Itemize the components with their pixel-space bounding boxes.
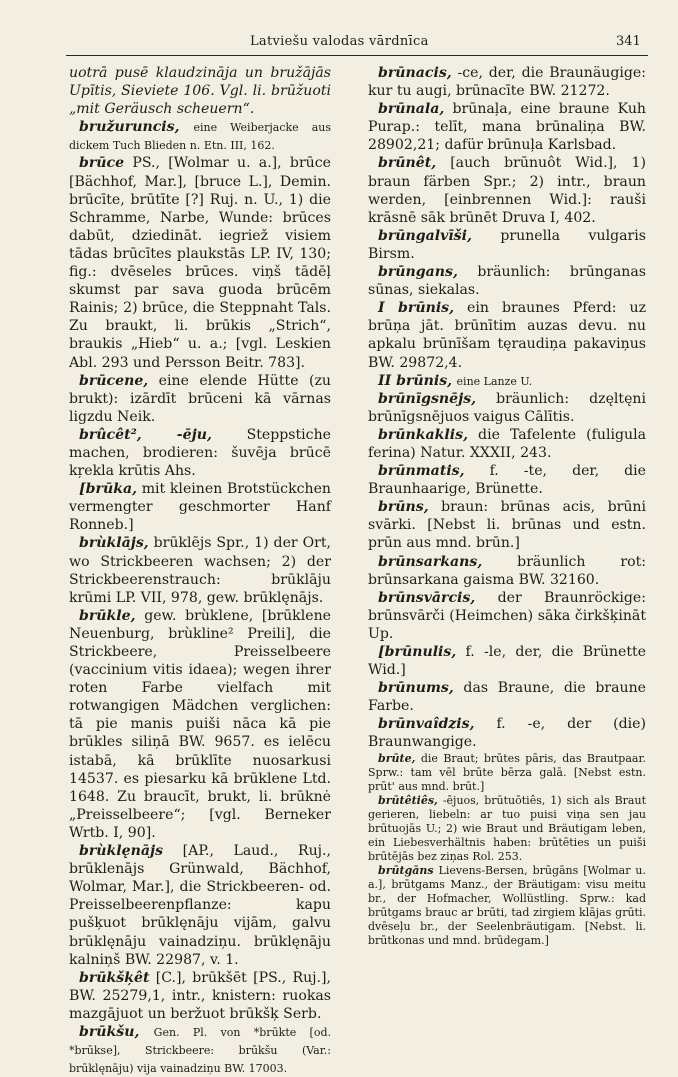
entry: [368, 643, 646, 679]
entry-text: [AP., Laud., Ruj., brūklenājs Grünwald, Bächhof, Wolmar, Mar.], die Strickbeeren- od. Preisselbeerenpflanze: kapu pušķuot brūklęnāju vijām, galvu brūklęnāju vainadziņu. brūklęnāju kalniņš BW. 22987, v. 1.: [69, 843, 331, 968]
entry-text: eine elende Hütte (zu brukt): izārdīt brūceni kā vārnas ligzdu Neik.: [69, 372, 331, 425]
headword: [brūnulis,: [378, 644, 457, 660]
entry: [368, 589, 646, 643]
page-number: 341: [616, 34, 641, 49]
entry: [368, 462, 646, 498]
entry: [368, 372, 646, 390]
entry: [69, 426, 331, 480]
entry: [368, 679, 646, 715]
entry-text: braun: brūnas acis, brūni svārki. [Nebst li. brūnas und estn. prūn aus mnd. brūn.]: [368, 499, 646, 552]
headword: brūkšķêt: [79, 969, 150, 986]
entry-text: uotrā pusē klaudzināja un bružājās Upītis, Sieviete 106. Vgl. li. brūžuoti „mit Geräusch scheuern“.: [69, 65, 331, 118]
entry-text: bräunlich: dzęltęni brūnīgsnējuos vaigus Cālītis.: [368, 390, 646, 425]
entry: [69, 480, 331, 534]
headword: brūngalvīši,: [378, 227, 472, 244]
headword: brūnkaklis,: [378, 426, 468, 443]
entry: [368, 227, 646, 263]
headword: brūnvaîdzis,: [378, 716, 475, 733]
headword: brūns,: [378, 499, 429, 516]
entry-text: Lievens-Bersen, brūgāns [Wolmar u. a.], brūtgams Manz., der Bräutigam: visu meitu br., der Hofmacher, Wollüstling. Sprw.: kad brūtgams brauc ar brūti, tad zirgiem klājas grūti. dvēseļu br., der Seelenbräutigam. [Nebst. li. brūtkonas und mnd. brūdegam.]: [368, 863, 646, 947]
entry: [69, 118, 331, 154]
headword: brūnmatis,: [378, 463, 465, 480]
entry-text: ein braunes Pferd: uz brūņa jāt. brūnītim auzas devu. nu apkalu brūnīšam tęraudiņa pakaviņus BW. 29872,4.: [368, 300, 646, 371]
headword: brūnala,: [378, 101, 445, 118]
header-rule: [66, 55, 648, 56]
entry: [69, 1023, 331, 1077]
headword: bružuruncis,: [79, 119, 180, 136]
entry-text: prunella vulgaris Birsm.: [368, 227, 646, 262]
headword: brūnums,: [378, 680, 454, 697]
entry: [368, 864, 646, 948]
headword: II brūnis,: [378, 372, 453, 389]
headword: brūnacis,: [378, 65, 452, 81]
entry-text: der Braunröckige: brūnsvārči (Heimchen) sāka čirkšķināt Up.: [368, 589, 646, 642]
entry: [368, 715, 646, 751]
headword: brūngans,: [378, 264, 458, 281]
entry-text: PS., [Wolmar u. a.], brūce [Bächhof, Mar.], [bruce L.], Demin. brūcīte, brūtīte [?] Ruj. n. U., 1) die Schramme, Narbe, Wunde: brūces dabūt, dziedināt. iegriež visiem tādas brūcītes plaukstās LP. IV, 130; fig.: dvēseles brūces. viņš tādēļ skumst par sava guoda brūcēm Rainis; 2) brūce, die Steppnaht Tals. Zu braukt, li. brūkis „Strich“, braukis „Hieb“ u. a.; [vgl. Leskien Abl. 293 und Persson Beitr. 783].: [69, 155, 331, 371]
entry: [69, 842, 331, 969]
headword: brūcene,: [79, 372, 149, 389]
headword: brūtêtiês,: [378, 793, 438, 807]
entry: [368, 299, 646, 371]
entry-text: Steppstiche machen, brodieren: šuvēja brūcē kr̦ekla krūtis Ahs.: [69, 426, 331, 480]
headword: brùklęnājs: [79, 843, 164, 860]
entry: [368, 498, 646, 552]
entry-text: bräunlich rot: brūnsarkana gaisma BW. 32160.: [368, 553, 647, 588]
right-column: [368, 64, 646, 948]
entry-text: -ce, der, die Braunäugige: kur tu augi, brūnacīte BW. 21272.: [368, 65, 646, 100]
entry: [69, 534, 331, 606]
headword: brūtgāns: [378, 863, 434, 877]
entry-text: die Tafelente (fuligula ferina) Natur. XXXII, 243.: [368, 426, 647, 461]
entry: [69, 64, 331, 118]
entry: [69, 372, 331, 426]
entry: [368, 752, 646, 794]
entry: [368, 553, 646, 589]
entry-text: f. -te, der, die Braunhaarige, Brünette.: [368, 463, 646, 498]
entry: [368, 263, 646, 299]
entry-text: brūnaļa, eine braune Kuh Purap.: telīt, mana brūnaliņa BW. 28902,21; dafür brūnuļa Karlsbad.: [368, 101, 646, 154]
page-header: [0, 34, 678, 52]
entry-text: mit kleinen Brotstückchen vermengter geschmorter Hanf Ronneb.]: [69, 481, 331, 534]
entry-text: Gen. Pl. von *brūkte [od. *brūkse], Strickbeere: brūkšu (Var.: brūklęnāju) vija vainadziņu BW. 17003.: [69, 1025, 331, 1076]
entry: [368, 154, 646, 226]
entry: [368, 390, 646, 426]
entry: [368, 426, 646, 462]
entry: [368, 100, 646, 154]
entry-text: das Braune, die braune Farbe.: [368, 680, 646, 715]
entry: [69, 154, 331, 371]
headword: brùklājs,: [79, 535, 149, 552]
entry-text: [C.], brūkšēt [PS., Ruj.], BW. 25279,1, intr., knistern: ruokas mazgājuot un beržuot brūkšķ Serb.: [69, 969, 331, 1022]
headword: brūkle,: [79, 607, 136, 624]
entry-text: [auch brūnuôt Wid.], 1) braun färben Spr.; 2) intr., braun werden, [einbrennen Wid.]: rauši krāsnē sāk brūnēt Druva I, 402.: [368, 155, 646, 226]
entry-text: -ējuos, brūtuōtiês, 1) sich als Braut gerieren, liebeln: ar tuo puisi viņa sen jau brūtuojās U.; 2) wie Braut und Bräutigam leben, ein Liebesverhältnis haben: brūtēties un puiši brūtējās bez ziņas Rol. 253.: [368, 793, 646, 863]
entry-text: eine Lanze U.: [456, 374, 533, 388]
headword: brūce: [79, 155, 125, 172]
headword: brūnsvārcis,: [378, 589, 476, 606]
entry-text: die Braut; brūtes pāris, das Brautpaar. Sprw.: tam vēl brūte bērza galā. [Nebst estn. prūt' aus mnd. brūt.]: [368, 751, 646, 793]
headword: brūte,: [378, 751, 416, 765]
headword: I brūnis,: [378, 300, 455, 317]
entry-text: f. -e, der (die) Braunwangige.: [368, 716, 646, 751]
headword: [brūka,: [79, 481, 137, 498]
headword: brūnsarkans,: [378, 553, 483, 570]
entry-text: bräunlich: brūnganas sūnas, siekalas.: [368, 264, 646, 299]
entry: [368, 794, 646, 864]
entry: [368, 64, 646, 100]
left-column: [69, 64, 331, 1077]
entry-text: gew. brùklene, [brūklene Neuenburg, brùkline² Preili], die Strickbeere, Preisselbeere (vaccinium vitis idaea); wegen ihrer roten Farbe vielfach mit rotwangigen Mädchen verglichen: tā pie manis puiši nāca kā pie brūkles siliņā BW. 9657. es ielēcu istabā, kā brūklīte nuosarkusi 14537. es piesarku kā brūklene Ltd. 1648. Zu braucīt, brukt, li. brūknė „Preisselbeere“; [vgl. Berneker Wrtb. I, 90].: [69, 607, 331, 841]
headword: brūnêt,: [378, 155, 437, 172]
headword: brûcêt², -ēju,: [79, 426, 212, 443]
entry-text: f. -le, der, die Brünette Wid.]: [368, 644, 646, 679]
running-title: Latviešu valodas vārdnīca: [250, 34, 429, 49]
entry-text: eine Weiberjacke aus dickem Tuch Blieden n. Etn. III, 162.: [69, 121, 331, 153]
entry: [69, 969, 331, 1023]
entry-text: brūklējs Spr., 1) der Ort, wo Strickbeeren wachsen; 2) der Strickbeerenstrauch: brūklāju krūmi LP. VII, 978, gew. brūklęnājs.: [69, 535, 332, 606]
headword: brūnīgsnējs,: [378, 390, 477, 407]
headword: brūkšu,: [79, 1023, 140, 1040]
entry: [69, 607, 331, 842]
